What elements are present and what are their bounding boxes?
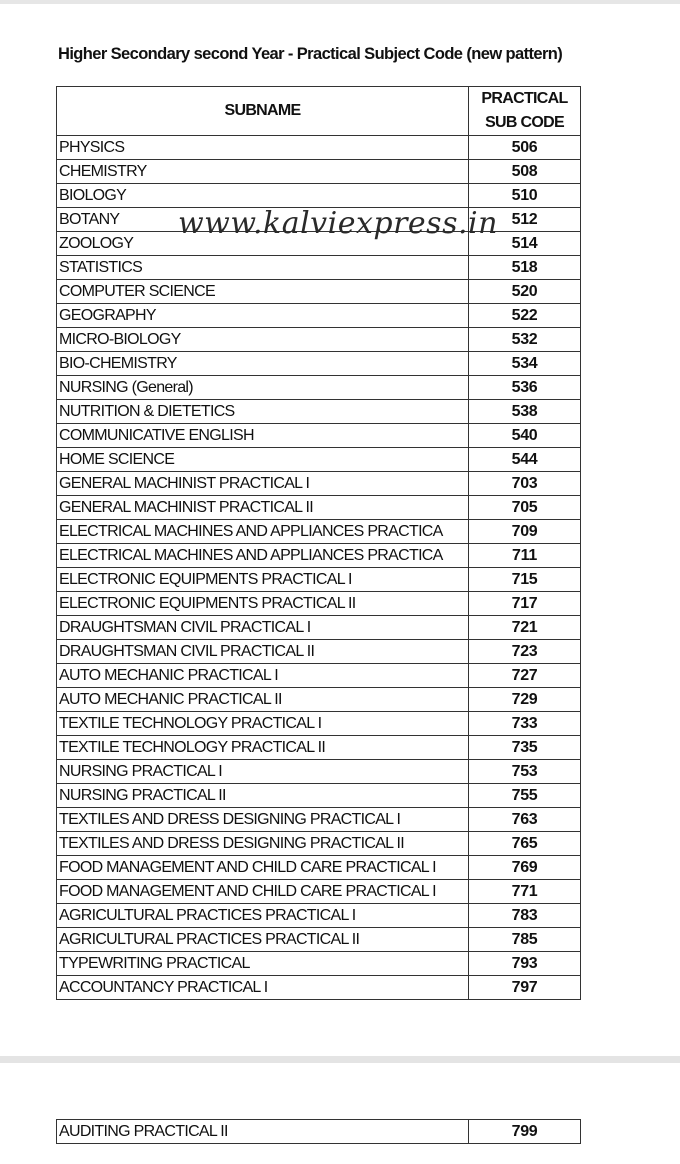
table-row [57, 904, 581, 928]
subject-code-cell: 709 [469, 520, 581, 544]
table-row [57, 184, 581, 208]
subject-code-cell: 753 [469, 760, 581, 784]
subject-name-cell: AGRICULTURAL PRACTICES PRACTICAL I [57, 904, 469, 928]
table-row [57, 256, 581, 280]
subject-name-cell: TEXTILES AND DRESS DESIGNING PRACTICAL II [57, 832, 469, 856]
subject-code-cell: 755 [469, 784, 581, 808]
header-subname: SUBNAME [57, 87, 469, 136]
table-row [57, 472, 581, 496]
table-row [57, 304, 581, 328]
subject-name-cell: COMPUTER SCIENCE [57, 280, 469, 304]
table-row [57, 712, 581, 736]
subject-name-cell: NURSING PRACTICAL II [57, 784, 469, 808]
subject-name-cell: AUDITING PRACTICAL II [57, 1120, 469, 1144]
subject-name-cell: ACCOUNTANCY PRACTICAL I [57, 976, 469, 1000]
table-row [57, 784, 581, 808]
subject-name-cell: AUTO MECHANIC PRACTICAL II [57, 688, 469, 712]
table-row [57, 160, 581, 184]
subject-name-cell: MICRO-BIOLOGY [57, 328, 469, 352]
table-row [57, 424, 581, 448]
table-row [57, 448, 581, 472]
subject-name-cell: TEXTILE TECHNOLOGY PRACTICAL II [57, 736, 469, 760]
table-row [57, 544, 581, 568]
subject-name-cell: GENERAL MACHINIST PRACTICAL I [57, 472, 469, 496]
subject-name-cell: PHYSICS [57, 136, 469, 160]
table-row [57, 856, 581, 880]
table-row [57, 400, 581, 424]
subject-code-cell: 765 [469, 832, 581, 856]
subject-name-cell: HOME SCIENCE [57, 448, 469, 472]
table-row [57, 832, 581, 856]
watermark-text: www.kalviexpress.in [178, 206, 498, 241]
table-row [57, 880, 581, 904]
subject-name-cell: FOOD MANAGEMENT AND CHILD CARE PRACTICAL I [57, 880, 469, 904]
subject-code-cell: 733 [469, 712, 581, 736]
table-row [57, 592, 581, 616]
table-row [57, 1120, 581, 1144]
subject-code-cell: 785 [469, 928, 581, 952]
subject-code-cell: 705 [469, 496, 581, 520]
page-break-band [0, 1056, 680, 1063]
subject-name-cell: STATISTICS [57, 256, 469, 280]
subject-name-cell: FOOD MANAGEMENT AND CHILD CARE PRACTICAL I [57, 856, 469, 880]
subject-code-cell: 793 [469, 952, 581, 976]
subject-name-cell: DRAUGHTSMAN CIVIL PRACTICAL I [57, 616, 469, 640]
subject-name-cell: BIO-CHEMISTRY [57, 352, 469, 376]
subject-name-cell: NURSING (General) [57, 376, 469, 400]
subject-code-cell: 514 [469, 232, 581, 256]
subject-name-cell: TEXTILES AND DRESS DESIGNING PRACTICAL I [57, 808, 469, 832]
subject-name-cell: AUTO MECHANIC PRACTICAL I [57, 664, 469, 688]
subject-code-cell: 729 [469, 688, 581, 712]
top-divider [0, 0, 680, 4]
subject-name-cell: COMMUNICATIVE ENGLISH [57, 424, 469, 448]
subject-code-cell: 721 [469, 616, 581, 640]
header-practical-sub-code [469, 87, 581, 136]
table-row [57, 616, 581, 640]
subject-code-cell: 763 [469, 808, 581, 832]
subject-code-cell: 508 [469, 160, 581, 184]
table-header-row [57, 87, 581, 136]
table-row [57, 232, 581, 256]
subject-code-cell: 727 [469, 664, 581, 688]
table-row [57, 376, 581, 400]
subject-code-cell: 532 [469, 328, 581, 352]
subject-code-cell: 540 [469, 424, 581, 448]
subject-code-cell: 520 [469, 280, 581, 304]
subject-name-cell: DRAUGHTSMAN CIVIL PRACTICAL II [57, 640, 469, 664]
continuation-table [56, 1119, 581, 1144]
subject-code-cell: 711 [469, 544, 581, 568]
subject-code-cell: 771 [469, 880, 581, 904]
table-row [57, 208, 581, 232]
table-row [57, 664, 581, 688]
table-row [57, 688, 581, 712]
table-row [57, 496, 581, 520]
subject-name-cell: TEXTILE TECHNOLOGY PRACTICAL I [57, 712, 469, 736]
subject-code-cell: 506 [469, 136, 581, 160]
table-row [57, 568, 581, 592]
header-code-line1: PRACTICAL [481, 90, 568, 107]
subject-name-cell: ELECTRONIC EQUIPMENTS PRACTICAL II [57, 592, 469, 616]
subject-code-cell: 512 [469, 208, 581, 232]
subject-name-cell: ELECTRONIC EQUIPMENTS PRACTICAL I [57, 568, 469, 592]
subject-code-cell: 769 [469, 856, 581, 880]
subject-name-cell: BIOLOGY [57, 184, 469, 208]
header-code-line2: SUB CODE [485, 114, 564, 131]
table-row [57, 280, 581, 304]
subject-name-cell: GEOGRAPHY [57, 304, 469, 328]
subject-code-cell: 518 [469, 256, 581, 280]
subject-name-cell: BOTANY [57, 208, 469, 232]
continuation-body [57, 1120, 581, 1144]
subject-name-cell: AGRICULTURAL PRACTICES PRACTICAL II [57, 928, 469, 952]
subject-code-cell: 510 [469, 184, 581, 208]
subject-code-cell: 534 [469, 352, 581, 376]
subject-code-cell: 783 [469, 904, 581, 928]
table-row [57, 136, 581, 160]
subject-code-cell: 723 [469, 640, 581, 664]
table-row [57, 640, 581, 664]
subject-name-cell: TYPEWRITING PRACTICAL [57, 952, 469, 976]
subject-code-cell: 735 [469, 736, 581, 760]
subject-code-cell: 544 [469, 448, 581, 472]
subject-code-cell: 522 [469, 304, 581, 328]
subject-name-cell: NUTRITION & DIETETICS [57, 400, 469, 424]
table-row [57, 520, 581, 544]
table-row [57, 808, 581, 832]
subject-code-cell: 703 [469, 472, 581, 496]
page-title: Higher Secondary second Year - Practical Subject Code (new pattern) [58, 45, 563, 63]
table-row [57, 352, 581, 376]
table-row [57, 976, 581, 1000]
subject-name-cell: ELECTRICAL MACHINES AND APPLIANCES PRACTICA [57, 520, 469, 544]
table-row [57, 328, 581, 352]
table-row [57, 928, 581, 952]
subject-name-cell: NURSING PRACTICAL I [57, 760, 469, 784]
subject-code-table [56, 86, 581, 1000]
subject-code-cell: 799 [469, 1120, 581, 1144]
subject-code-cell: 797 [469, 976, 581, 1000]
subject-name-cell: ELECTRICAL MACHINES AND APPLIANCES PRACTICA [57, 544, 469, 568]
subject-code-cell: 715 [469, 568, 581, 592]
subject-name-cell: ZOOLOGY [57, 232, 469, 256]
table-body [57, 136, 581, 1000]
subject-code-cell: 717 [469, 592, 581, 616]
table-row [57, 952, 581, 976]
table-row [57, 760, 581, 784]
subject-code-cell: 536 [469, 376, 581, 400]
subject-name-cell: CHEMISTRY [57, 160, 469, 184]
table-row [57, 736, 581, 760]
subject-code-cell: 538 [469, 400, 581, 424]
subject-name-cell: GENERAL MACHINIST PRACTICAL II [57, 496, 469, 520]
